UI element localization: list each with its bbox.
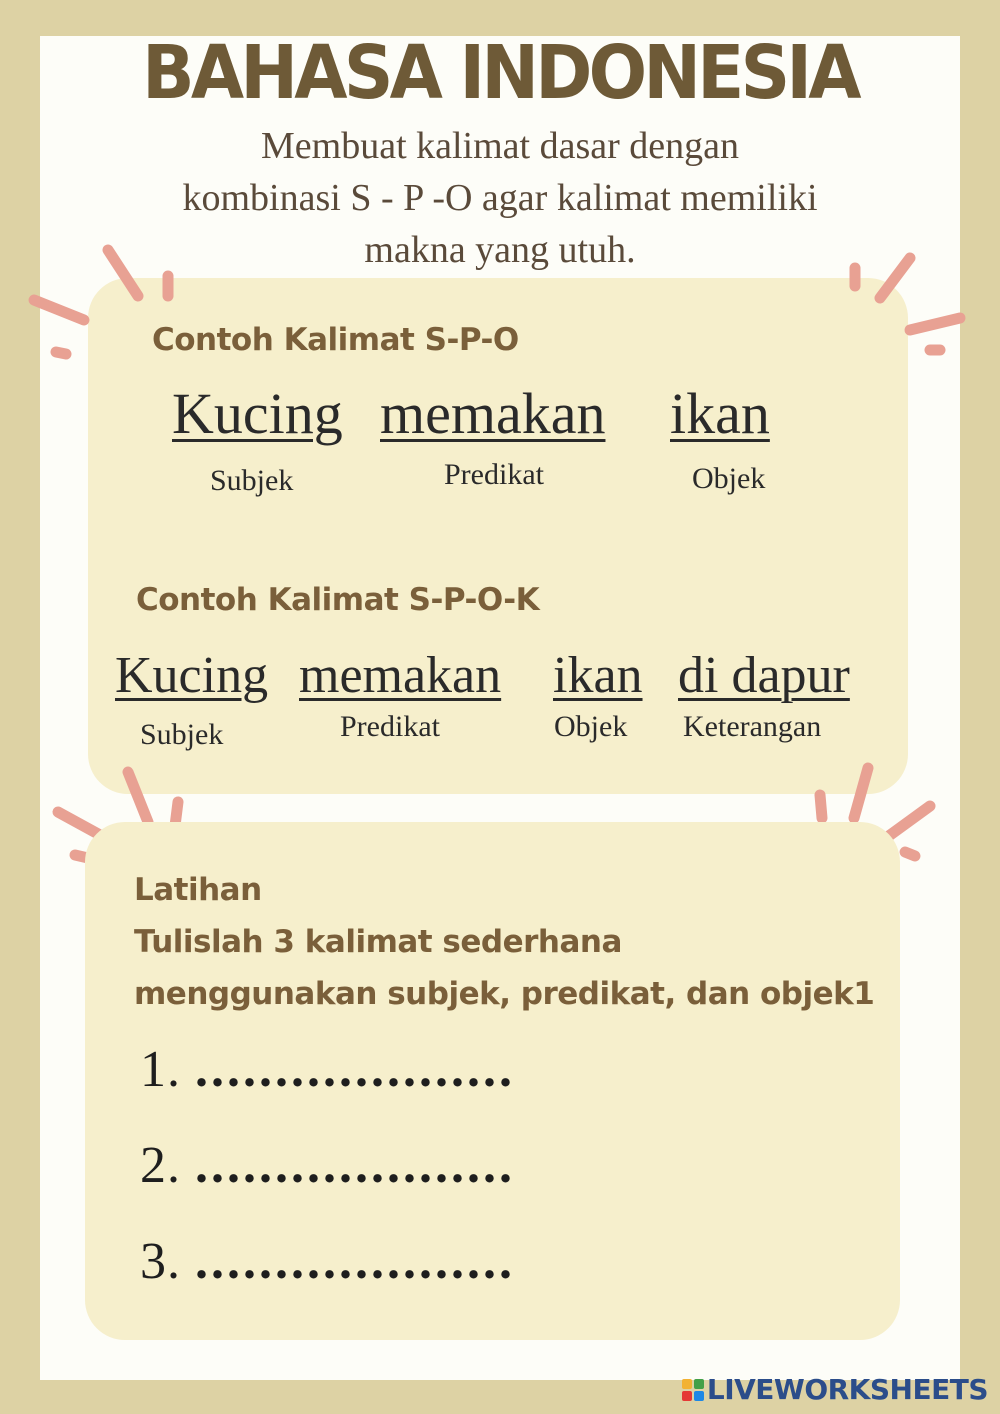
- spok-heading: Contoh Kalimat S-P-O-K: [136, 582, 540, 618]
- spok-word-object: ikan: [553, 647, 643, 704]
- spok-word-adverbial: di dapur: [678, 647, 850, 704]
- exercise-heading: Latihan: [134, 872, 262, 908]
- spok-role-predicate: Predikat: [340, 710, 440, 743]
- spo-word-subject: Kucing: [172, 381, 343, 446]
- burst-rays-top-right: [855, 258, 960, 350]
- watermark-text: LIVEWORKSHEETS: [706, 1373, 988, 1406]
- spok-word-predicate: memakan: [299, 647, 502, 704]
- spo-role-subject: Subjek: [210, 464, 294, 497]
- liveworksheets-logo-icon: [682, 1379, 704, 1401]
- answer-dots-3[interactable]: ....................: [195, 1233, 515, 1290]
- answer-number-2: 2.: [140, 1137, 181, 1194]
- answer-line-2[interactable]: [140, 1136, 515, 1195]
- liveworksheets-watermark: [682, 1373, 988, 1406]
- answer-line-1[interactable]: [140, 1040, 515, 1099]
- intro-line-3: makna yang utuh.: [364, 229, 636, 271]
- spok-role-object: Objek: [554, 710, 628, 743]
- answer-dots-2[interactable]: ....................: [195, 1137, 515, 1194]
- spok-role-subject: Subjek: [140, 718, 224, 751]
- intro-line-1: Membuat kalimat dasar dengan: [260, 125, 739, 167]
- spo-role-object: Objek: [692, 462, 766, 495]
- answer-line-3[interactable]: [140, 1232, 515, 1291]
- intro-line-2: kombinasi S - P -O agar kalimat memiliki: [182, 177, 818, 219]
- exercise-instruction-line-2: menggunakan subjek, predikat, dan objek1: [134, 976, 875, 1012]
- answer-number-3: 3.: [140, 1233, 181, 1290]
- answer-dots-1[interactable]: ....................: [195, 1041, 515, 1098]
- spo-role-predicate: Predikat: [444, 458, 544, 491]
- spok-word-subject: Kucing: [115, 647, 269, 704]
- page-title: BAHASA INDONESIA: [142, 30, 858, 116]
- spok-role-adverbial: Keterangan: [683, 710, 822, 743]
- spo-heading: Contoh Kalimat S-P-O: [152, 322, 519, 358]
- spo-word-object: ikan: [670, 381, 770, 446]
- exercise-instruction-line-1: Tulislah 3 kalimat sederhana: [134, 924, 622, 960]
- burst-rays-top-left: [34, 250, 168, 354]
- spo-word-predicate: memakan: [380, 381, 606, 446]
- answer-number-1: 1.: [140, 1041, 181, 1098]
